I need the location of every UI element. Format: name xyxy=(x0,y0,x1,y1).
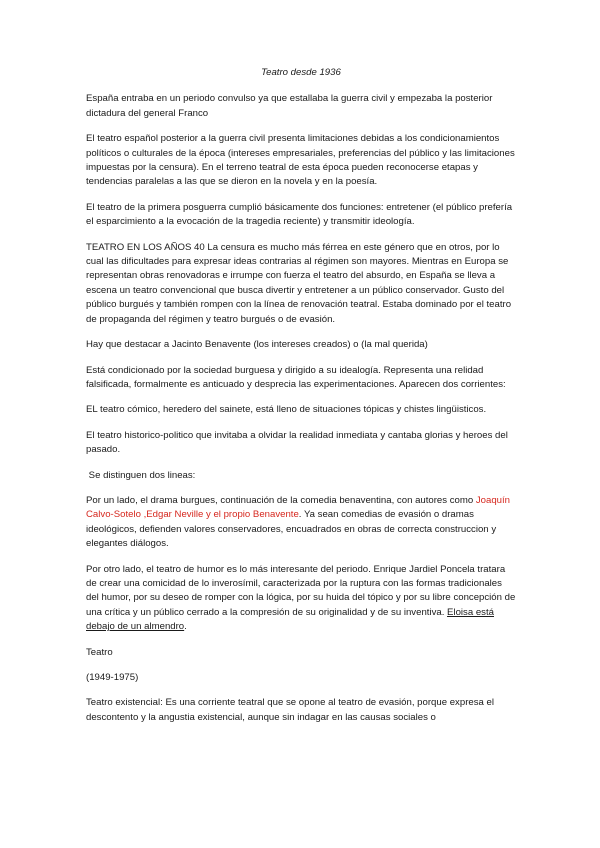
author-highlight: Edgar Neville y el propio Benavente xyxy=(146,509,299,521)
paragraph-period: (1949-1975) xyxy=(86,672,139,683)
document-page xyxy=(86,66,516,736)
text-span: Por un lado, el drama burgues, continuación de la comedia benaventina, con autores como xyxy=(86,494,476,506)
document-title: Teatro desde 1936 xyxy=(261,67,341,78)
work-title-underlined: Eloisa está debajo de un almendro xyxy=(86,606,494,633)
paragraph-teatro-humor xyxy=(86,563,516,635)
paragraph-anos-40: TEATRO EN LOS AÑOS 40 La censura es mucho más férrea en este género que en otros, por lo cual las dificultades para expresar ideas contrarias al régimen son mayores. Mientras en Europa se representan obras renovadoras e irrumpe con fuerza el teatro del absurdo, en España se lleva a escena un teatro convencional que busca divertir y entretener a un público conservador. Gusto del público burgués y también rompen con la línea de renovación teatral. Estaba dominado por el teatro de propaganda del régimen y teatro burgués o de evasión. xyxy=(86,241,512,325)
paragraph-teatro-existencial: Teatro existencial: Es una corriente teatral que se opone al teatro de evasión, porque expresa el descontento y la angustia existencial, aunque sin indagar en las causas sociales o xyxy=(86,697,494,723)
author-highlight: Joaquín Calvo-Sotelo , xyxy=(86,494,510,521)
paragraph-dos-lineas: Se distinguen dos lineas: xyxy=(86,469,196,481)
text-span: Por otro lado, el teatro de humor es lo más interesante del periodo. Enrique Jardiel Poncela tratara de crear una comicidad de lo inverosímil, caracterizada por la ruptura con las formas tradicionales del humor, por su deseo de romper con la lógica, por su huida del tópico y por su libre concepción de una crítica y un público cerrado a la compresión de su originalidad y de su inventiva. xyxy=(86,563,516,618)
paragraph-primera-posguerra: El teatro de la primera posguerra cumplió básicamente dos funciones: entretener (el público prefería el esparcimiento a la evocación de la tragedia reciente) y transmitir ideología. xyxy=(86,201,513,228)
paragraph-benavente: Hay que destacar a Jacinto Benavente (los intereses creados) o (la mal querida) xyxy=(86,339,428,351)
text-span: . xyxy=(184,621,187,633)
paragraph-teatro-posterior: El teatro español posterior a la guerra civil presenta limitaciones debidas a los condicionamientos políticos o culturales de la época (intereses empresariales, preferencias del público y las limitaciones impuestas por la censura). En el terreno teatral de esta época pueden reconocerse etapas y tendencias paralelas a las que se dieron en la novela y en la poesía. xyxy=(86,133,515,188)
paragraph-intro: España entraba en un periodo convulso ya que estallaba la guerra civil y empezaba la posterior dictadura del general Franco xyxy=(86,93,493,119)
paragraph-teatro-label: Teatro xyxy=(86,646,113,658)
paragraph-teatro-historico: El teatro historico-politico que invitaba a olvidar la realidad inmediata y cantaba glorias y heroes del pasado. xyxy=(86,429,508,456)
text-span: . Ya sean comedias de evasión o dramas ideológicos, defienden valores conservadores, encuadrados en obras de correcta construccion y elegantes diálogos. xyxy=(86,509,497,550)
paragraph-drama-burgues xyxy=(86,494,516,552)
paragraph-condicionado: Está condicionado por la sociedad burguesa y dirigido a su idealogía. Representa una relidad falsificada, formalmente es anticuado y desprecia las experimentaciones. Aparecen dos corrientes: xyxy=(86,364,506,390)
paragraph-teatro-comico: EL teatro cómico, heredero del sainete, está lleno de situaciones tópicas y chistes lingüisticos. xyxy=(86,404,487,416)
